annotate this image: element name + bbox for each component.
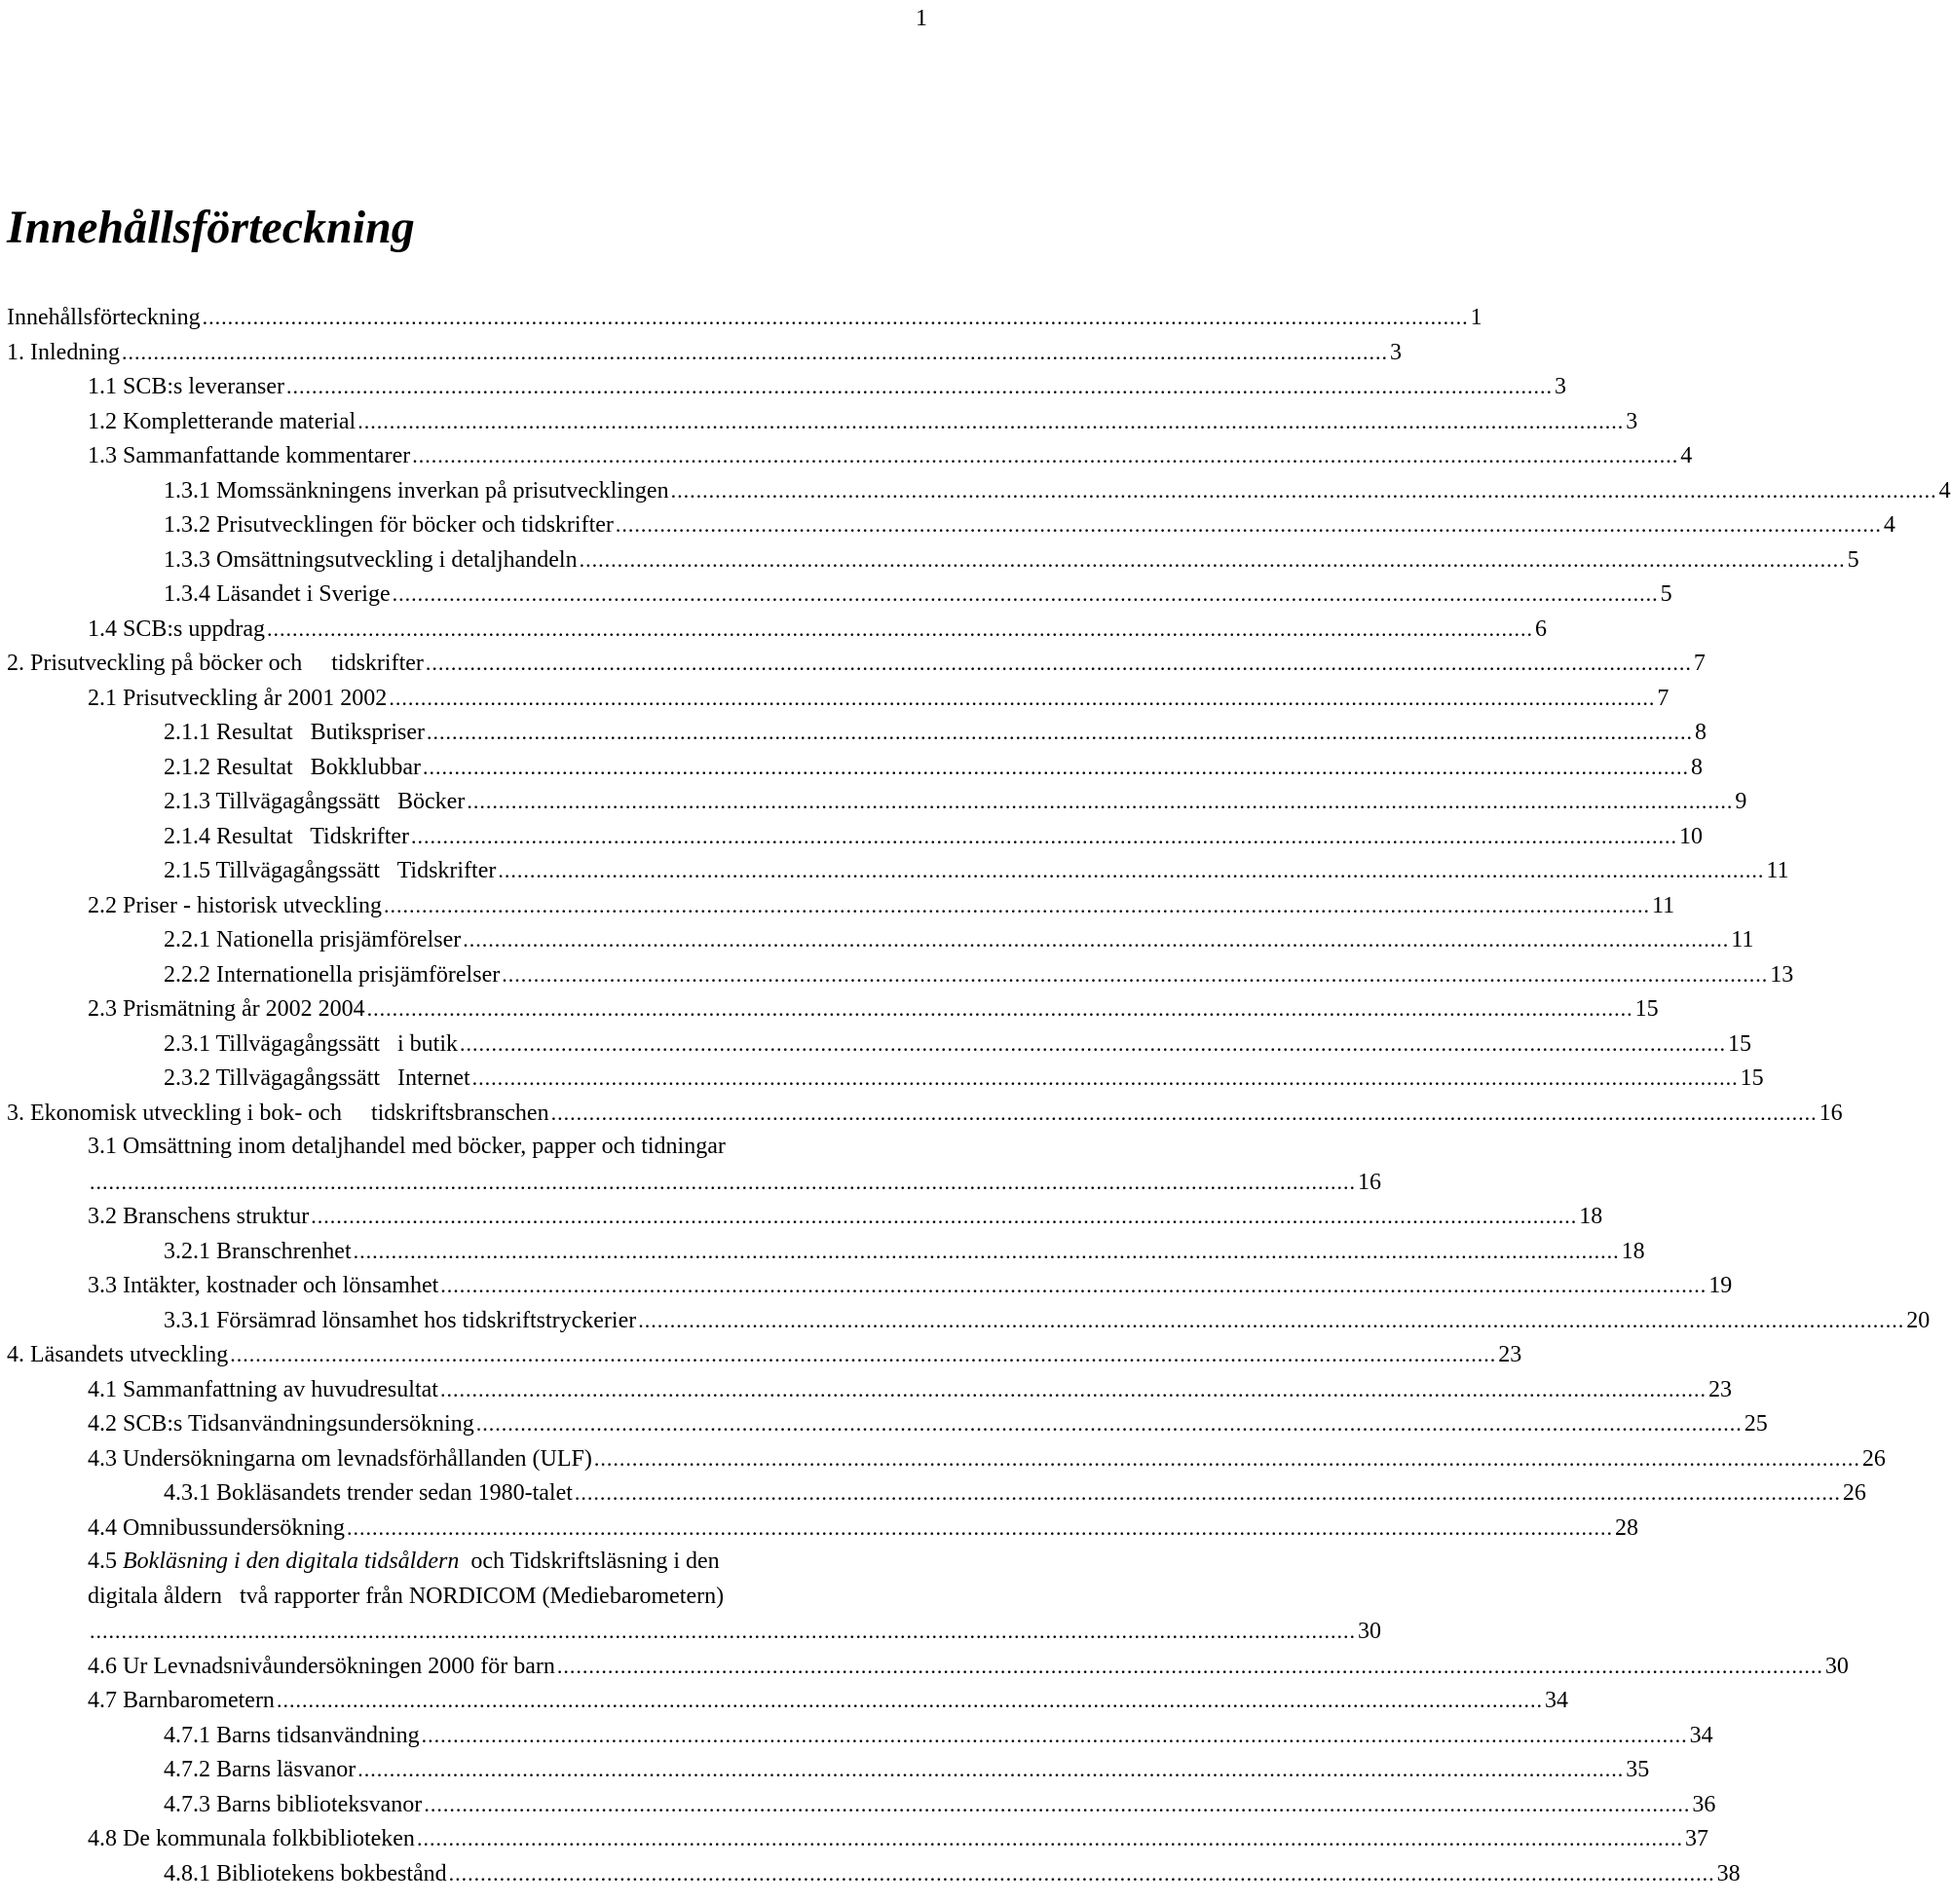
toc-entry[interactable] [0, 1130, 1381, 1199]
toc-entry[interactable] [0, 438, 1693, 473]
toc-list [0, 300, 1951, 1890]
toc-entry-title: 1.1 SCB:s leveranser [88, 374, 284, 399]
toc-entry[interactable] [0, 853, 1789, 888]
dot-leader: ........................................................................................................................................................................................................ [426, 720, 1693, 744]
toc-entry-title: 4.2 SCB:s Tidsanvändningsundersökning [88, 1411, 474, 1437]
toc-entry[interactable] [0, 577, 1672, 612]
toc-page-number: 15 [1728, 1030, 1752, 1057]
toc-entry[interactable] [0, 1337, 1522, 1372]
toc-entry-title: 4.5 Bokläsning i den digitala tidsåldern och Tidskriftsläsning i den [88, 1549, 720, 1574]
toc-page-number: 35 [1626, 1757, 1650, 1782]
toc-page-number: 34 [1544, 1688, 1568, 1713]
toc-entry[interactable] [0, 715, 1707, 750]
toc-page-number: 1 [1470, 305, 1482, 330]
dot-leader: ........................................................................................................................................................................................................ [475, 1411, 1743, 1436]
dot-leader: ........................................................................................................................................................................................................ [638, 1307, 1905, 1332]
dot-leader: ........................................................................................................................................................................................................ [422, 754, 1689, 779]
dot-leader: ........................................................................................................................................................................................................ [392, 581, 1659, 606]
page-number: 1 [916, 6, 927, 31]
toc-page-number: 20 [1906, 1307, 1931, 1333]
toc-entry-title: 1.3.1 Momssänkningens inverkan på prisutvecklingen [164, 477, 669, 504]
toc-entry[interactable] [0, 1406, 1768, 1441]
dot-leader: ........................................................................................................................................................................................................ [440, 1273, 1707, 1297]
toc-entry[interactable] [0, 335, 1402, 370]
toc-page-number: 18 [1579, 1204, 1603, 1229]
toc-entry[interactable] [0, 542, 1859, 578]
dot-leader: ........................................................................................................................................................................................................ [424, 1791, 1691, 1816]
toc-entry-title: 1.3 Sammanfattande kommentarer [88, 443, 411, 468]
dot-leader: ........................................................................................................................................................................................................ [202, 305, 1469, 329]
toc-entry[interactable] [0, 1199, 1603, 1234]
dot-leader: ........................................................................................................................................................................................................ [90, 1619, 1356, 1643]
toc-entry[interactable] [0, 1268, 1733, 1303]
toc-entry-title: 1.3.3 Omsättningsutveckling i detaljhandeln [164, 546, 578, 573]
dot-leader: ........................................................................................................................................................................................................ [366, 996, 1633, 1021]
toc-entry[interactable] [0, 1856, 1741, 1891]
toc-entry[interactable] [0, 1441, 1886, 1476]
toc-page-number: 25 [1744, 1411, 1768, 1437]
toc-page-number: 4 [1938, 477, 1951, 504]
toc-page-number: 34 [1689, 1722, 1713, 1748]
toc-entry-title: 4. Läsandets utveckling [7, 1342, 229, 1367]
toc-page-number: 8 [1690, 754, 1703, 780]
toc-entry[interactable] [0, 922, 1754, 957]
toc-entry[interactable] [0, 507, 1895, 542]
toc-page-number: 4 [1680, 443, 1693, 468]
toc-page-number: 15 [1634, 996, 1659, 1022]
dot-leader: ........................................................................................................................................................................................................ [121, 339, 1388, 364]
toc-page-number: 4 [1883, 512, 1895, 538]
dot-leader: ........................................................................................................................................................................................................ [467, 789, 1734, 813]
dot-leader: ........................................................................................................................................................................................................ [421, 1722, 1688, 1747]
toc-entry-title: 3.2 Branschens struktur [88, 1204, 310, 1229]
dot-leader: ........................................................................................................................................................................................................ [463, 927, 1730, 952]
toc-page-number: 16 [1819, 1100, 1843, 1126]
dot-leader: ........................................................................................................................................................................................................ [471, 1065, 1739, 1090]
toc-entry[interactable] [0, 1545, 1381, 1649]
toc-entry[interactable] [0, 300, 1482, 335]
dot-leader: ........................................................................................................................................................................................................ [550, 1100, 1818, 1125]
toc-page-number: 11 [1731, 927, 1754, 952]
toc-entry-title: 2.2.2 Internationella prisjämförelser [164, 961, 501, 988]
toc-title: Innehållsförteckning [7, 202, 415, 253]
toc-entry-title: 4.3.1 Bokläsandets trender sedan 1980-talet [164, 1480, 573, 1506]
toc-page-number: 5 [1847, 546, 1859, 573]
toc-entry-title: 3.3.1 Försämrad lönsamhet hos tidskriftstryckerier [164, 1307, 637, 1333]
toc-entry[interactable] [0, 473, 1951, 508]
toc-entry[interactable] [0, 1683, 1568, 1718]
toc-entry-title: 2.2 Priser - historisk utveckling [88, 892, 382, 918]
toc-entry-title: 3.3 Intäkter, kostnader och lönsamhet [88, 1273, 439, 1298]
toc-entry-title: 2.1.4 Resultat Tidskrifter [164, 823, 410, 849]
dot-leader: ........................................................................................................................................................................................................ [579, 546, 1846, 572]
toc-entry[interactable] [0, 1027, 1752, 1062]
toc-entry-title: 2.1.5 Tillvägagångssätt Tidskrifter [164, 858, 497, 883]
toc-entry-title: 2.3.1 Tillvägagångssätt i butik [164, 1030, 459, 1057]
toc-entry[interactable] [0, 784, 1747, 819]
toc-page-number: 8 [1694, 720, 1707, 745]
toc-entry-title: 1.4 SCB:s uppdrag [88, 616, 266, 642]
dot-leader: ........................................................................................................................................................................................................ [416, 1826, 1683, 1850]
toc-entry-title: 4.7.2 Barns läsvanor [164, 1757, 356, 1782]
toc-page-number: 3 [1389, 339, 1402, 365]
dot-leader: ........................................................................................................................................................................................................ [460, 1030, 1727, 1056]
toc-entry-title: 3.1 Omsättning inom detaljhandel med böcker, papper och tidningar [88, 1134, 726, 1159]
toc-page-number: 26 [1842, 1480, 1866, 1506]
toc-entry-title: 4.8.1 Bibliotekens bokbestånd [164, 1860, 447, 1886]
toc-entry[interactable] [0, 1511, 1638, 1546]
toc-entry-title: 2. Prisutveckling på böcker och tidskrifter [7, 651, 424, 676]
toc-entry[interactable] [0, 1787, 1716, 1822]
dot-leader: ........................................................................................................................................................................................................ [425, 651, 1692, 675]
toc-page-number: 15 [1740, 1065, 1764, 1091]
dot-leader: ........................................................................................................................................................................................................ [574, 1480, 1841, 1505]
dot-leader: ........................................................................................................................................................................................................ [311, 1204, 1578, 1228]
toc-page-number: 30 [1358, 1619, 1381, 1644]
toc-entry-title: 1.2 Kompletterande material [88, 408, 356, 434]
toc-page-number: 13 [1770, 961, 1794, 988]
toc-entry-title: 4.6 Ur Levnadsnivåundersökningen 2000 för barn [88, 1653, 555, 1679]
toc-page-number: 6 [1535, 616, 1548, 642]
toc-page-number: 3 [1626, 408, 1638, 434]
toc-entry[interactable] [0, 1372, 1732, 1407]
dot-leader: ........................................................................................................................................................................................................ [357, 1757, 1625, 1781]
toc-entry[interactable] [0, 612, 1548, 647]
toc-entry[interactable] [0, 369, 1566, 404]
toc-page-number: 3 [1554, 374, 1566, 399]
toc-page-number: 37 [1684, 1826, 1708, 1851]
toc-entry[interactable] [0, 1061, 1764, 1096]
toc-entry[interactable] [0, 957, 1794, 992]
toc-entry-title: 2.3 Prismätning år 2002 2004 [88, 996, 365, 1022]
toc-page-number: 36 [1692, 1791, 1716, 1817]
toc-entry-title: 4.7.3 Barns biblioteksvanor [164, 1791, 423, 1817]
toc-page-number: 28 [1615, 1514, 1638, 1541]
dot-leader: ........................................................................................................................................................................................................ [285, 374, 1553, 398]
toc-entry[interactable] [0, 1303, 1931, 1338]
toc-page-number: 10 [1679, 823, 1704, 849]
toc-entry[interactable] [0, 888, 1675, 923]
dot-leader: ........................................................................................................................................................................................................ [412, 443, 1679, 467]
dot-leader: ........................................................................................................................................................................................................ [267, 616, 1534, 641]
toc-page-number: 16 [1358, 1169, 1381, 1195]
toc-entry-title: 1.3.4 Läsandet i Sverige [164, 581, 391, 607]
toc-page-number: 26 [1861, 1445, 1886, 1472]
toc-page-number: 23 [1707, 1376, 1732, 1402]
dot-leader: ........................................................................................................................................................................................................ [556, 1653, 1823, 1678]
toc-page-number: 19 [1708, 1273, 1733, 1298]
toc-page-number: 7 [1693, 651, 1706, 676]
dot-leader: ........................................................................................................................................................................................................ [383, 892, 1650, 917]
dot-leader: ........................................................................................................................................................................................................ [276, 1688, 1543, 1712]
dot-leader: ........................................................................................................................................................................................................ [357, 408, 1625, 433]
toc-page-number: 18 [1621, 1238, 1645, 1264]
toc-entry[interactable] [0, 1096, 1843, 1131]
dot-leader: ........................................................................................................................................................................................................ [347, 1514, 1613, 1540]
toc-entry-title: 2.1.1 Resultat Butikspriser [164, 720, 425, 745]
toc-entry[interactable] [0, 1718, 1713, 1753]
toc-entry[interactable] [0, 681, 1670, 716]
toc-page-number: 7 [1657, 685, 1670, 711]
toc-page-number: 11 [1766, 858, 1789, 883]
dot-leader: ........................................................................................................................................................................................................ [593, 1445, 1860, 1471]
toc-page-number: 38 [1716, 1860, 1741, 1886]
dot-leader: ........................................................................................................................................................................................................ [448, 1860, 1715, 1885]
toc-entry-title: 4.7.1 Barns tidsanvändning [164, 1722, 420, 1748]
toc-entry-title-continued: digitala åldern två rapporter från NORDICOM (Mediebarometern) [88, 1583, 725, 1609]
toc-entry-title: 2.1.3 Tillvägagångssätt Böcker [164, 789, 466, 814]
toc-page-number: 5 [1660, 581, 1672, 607]
toc-entry-title: 4.7 Barnbarometern [88, 1688, 275, 1713]
dot-leader: ........................................................................................................................................................................................................ [439, 1376, 1707, 1401]
toc-entry[interactable] [0, 1821, 1708, 1856]
toc-entry-title: 4.1 Sammanfattning av huvudresultat [88, 1376, 438, 1402]
toc-entry[interactable] [0, 1752, 1650, 1787]
toc-entry-title: Innehållsförteckning [7, 305, 201, 330]
toc-entry[interactable] [0, 646, 1706, 681]
toc-page-number: 30 [1824, 1653, 1849, 1679]
toc-page-number: 11 [1651, 892, 1675, 918]
toc-entry-title: 4.3 Undersökningarna om levnadsförhållanden (ULF) [88, 1445, 592, 1472]
toc-entry[interactable] [0, 1649, 1849, 1684]
dot-leader: ........................................................................................................................................................................................................ [90, 1169, 1356, 1194]
dot-leader: ........................................................................................................................................................................................................ [615, 512, 1882, 537]
dot-leader: ........................................................................................................................................................................................................ [498, 858, 1765, 882]
toc-entry[interactable] [0, 404, 1638, 439]
toc-page-number: 9 [1735, 789, 1747, 814]
toc-entry-title: 3.2.1 Branschrenhet [164, 1238, 352, 1264]
toc-entry-title: 4.4 Omnibussundersökning [88, 1514, 345, 1541]
dot-leader: ........................................................................................................................................................................................................ [411, 823, 1678, 848]
toc-entry[interactable] [0, 1234, 1645, 1269]
toc-entry-title: 3. Ekonomisk utveckling i bok- och tidskriftsbranschen [7, 1100, 549, 1126]
dot-leader: ........................................................................................................................................................................................................ [502, 961, 1769, 987]
toc-entry[interactable] [0, 819, 1704, 854]
toc-entry-title: 2.2.1 Nationella prisjämförelser [164, 927, 462, 952]
dot-leader: ........................................................................................................................................................................................................ [389, 685, 1656, 710]
toc-entry-title: 4.8 De kommunala folkbiblioteken [88, 1826, 415, 1851]
dot-leader: ........................................................................................................................................................................................................ [353, 1238, 1620, 1263]
dot-leader: ........................................................................................................................................................................................................ [230, 1342, 1497, 1366]
toc-entry-title: 1.3.2 Prisutvecklingen för böcker och tidskrifter [164, 512, 614, 538]
toc-entry-title: 2.3.2 Tillvägagångssätt Internet [164, 1065, 470, 1091]
dot-leader: ........................................................................................................................................................................................................ [670, 477, 1937, 503]
toc-entry-title: 1. Inledning [7, 339, 120, 365]
toc-entry[interactable] [0, 991, 1659, 1027]
toc-entry-title: 2.1 Prisutveckling år 2001 2002 [88, 685, 388, 711]
toc-page-number: 23 [1498, 1342, 1522, 1367]
toc-entry[interactable] [0, 1475, 1866, 1511]
toc-entry-title: 2.1.2 Resultat Bokklubbar [164, 754, 421, 780]
toc-entry[interactable] [0, 750, 1703, 785]
